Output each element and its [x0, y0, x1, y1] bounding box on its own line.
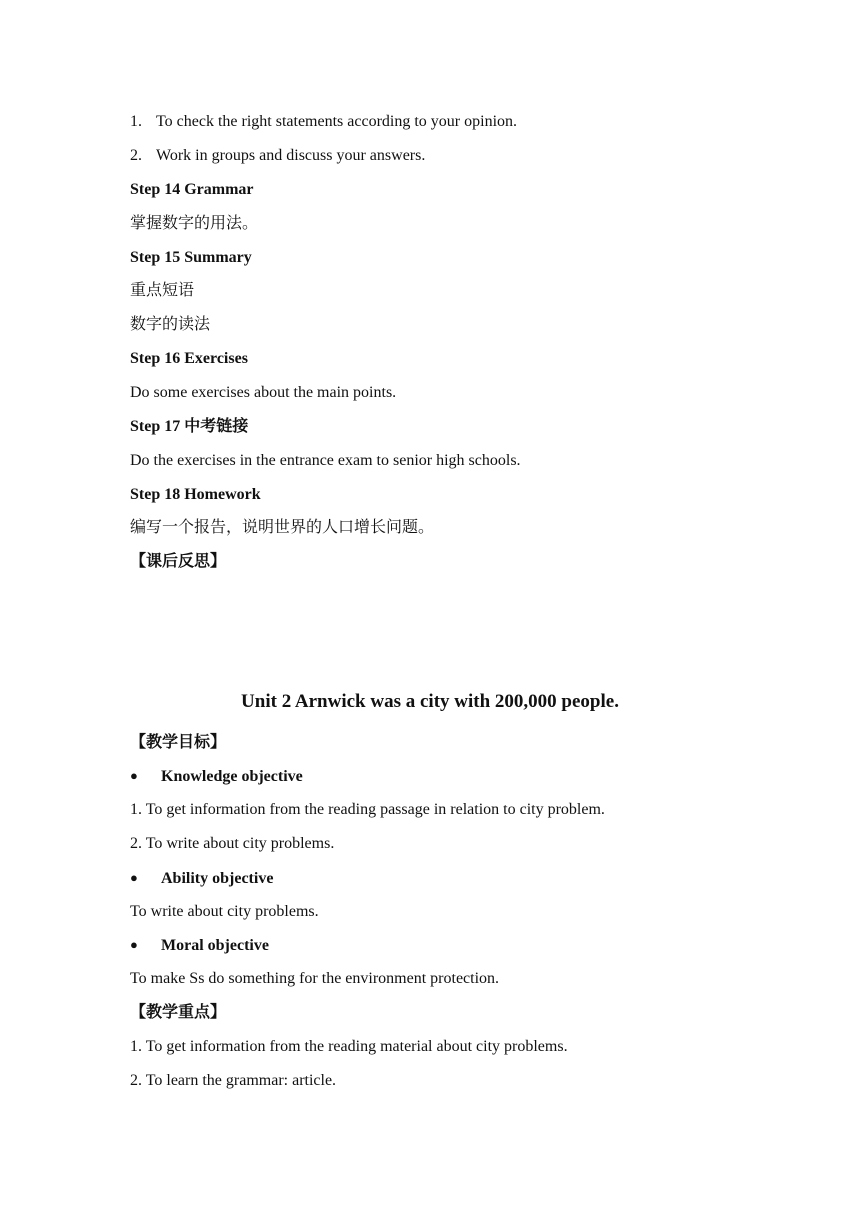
numbered-item-1	[130, 112, 517, 132]
step16-text: Do some exercises about the main points.	[130, 384, 397, 401]
goals-heading: 【教学目标】	[130, 734, 227, 751]
step18-text: 编写一个报告，说明世界的人口增长问题。	[130, 519, 435, 536]
unit-title: Unit 2 Arnwick was a city with 200,000 people.	[241, 691, 619, 712]
knowledge-item-1: 1. To get information from the reading passage in relation to city problem.	[130, 801, 605, 818]
step14-heading: Step 14 Grammar	[130, 181, 254, 198]
item-number: 2.	[130, 147, 142, 164]
bullet-icon: ●	[130, 870, 138, 885]
step14-text: 掌握数字的用法。	[130, 215, 259, 232]
step18-heading: Step 18 Homework	[130, 486, 261, 503]
step17-text: Do the exercises in the entrance exam to senior high schools.	[130, 452, 521, 469]
item-text: To check the right statements according to your opinion.	[156, 113, 518, 130]
bullet-icon: ●	[130, 937, 138, 952]
ability-text: To write about city problems.	[130, 903, 319, 920]
step15-heading: Step 15 Summary	[130, 249, 252, 266]
item-number: 1.	[130, 113, 142, 130]
ability-objective	[130, 868, 273, 889]
reflection-heading: 【课后反思】	[130, 553, 227, 570]
moral-objective	[130, 935, 269, 956]
key-point-1: 1. To get information from the reading material about city problems.	[130, 1038, 568, 1055]
knowledge-objective	[130, 766, 303, 787]
numbered-item-2	[130, 146, 425, 166]
step15-line1: 重点短语	[130, 282, 195, 299]
key-point-2: 2. To learn the grammar: article.	[130, 1072, 337, 1089]
knowledge-item-2: 2. To write about city problems.	[130, 835, 335, 852]
step17-heading: Step 17 中考链接	[130, 418, 249, 435]
bullet-icon: ●	[130, 768, 138, 783]
key-points-heading: 【教学重点】	[130, 1004, 227, 1021]
objective-label: Knowledge objective	[161, 768, 303, 785]
step16-heading: Step 16 Exercises	[130, 350, 248, 367]
objective-label: Moral objective	[161, 937, 269, 954]
objective-label: Ability objective	[161, 870, 274, 887]
item-text: Work in groups and discuss your answers.	[156, 147, 426, 164]
moral-text: To make Ss do something for the environment protection.	[130, 970, 500, 987]
step15-line2: 数字的读法	[130, 316, 211, 333]
